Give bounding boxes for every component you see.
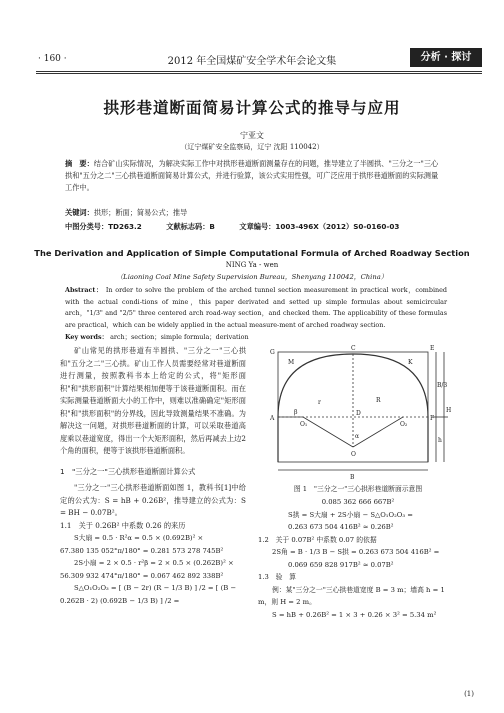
equation-number: (1)	[464, 690, 474, 698]
header-rule-thin	[36, 73, 482, 74]
figure-label: C	[351, 345, 356, 352]
figure-label: H	[446, 407, 452, 414]
equation-line: S = hB + 0.26B² = 1 × 3 + 0.26 × 3² = 5.34 m²	[272, 610, 437, 619]
abstract-label: 摘 要：	[65, 159, 94, 168]
figure-label: B	[350, 474, 355, 481]
equation-line: 0.262B · 2) (0.692B − 1/3 B) ] /2 =	[60, 596, 180, 605]
figure-label: O	[351, 451, 356, 458]
english-keywords	[65, 332, 447, 341]
english-abstract	[65, 285, 447, 331]
figure-label: r	[318, 399, 321, 406]
author: 宁亚文	[240, 131, 264, 140]
right-column-equations	[258, 496, 458, 621]
figure-label: β	[294, 409, 298, 416]
equation-line: 67.380 135 052°π/180° = 0.281 573 278 745B²	[60, 546, 224, 555]
figure-label: E	[430, 345, 435, 352]
keywords-text: 拱形；断面；简易公式；推导	[93, 208, 188, 217]
equation-line: 0.263 673 504 416B² ≈ 0.26B²	[288, 523, 394, 531]
section-1-body	[60, 482, 246, 607]
abstract-text: 结合矿山实际情况，为解决实际工作中对拱形巷道断面测量存在的问题，推导建立了半圆拱、"三分之一"三心拱和"五分之二"三心拱巷道断面简易计算公式，并进行验算，该公式实用性强，可广泛应用于拱形巷道断面的实际测量工作中。	[65, 159, 439, 192]
section-tag: 分析 · 探讨	[410, 48, 482, 67]
figure-label: α	[355, 433, 360, 440]
section-1-title: 1 "三分之一"三心拱形巷道断面计算公式	[60, 467, 196, 476]
example-paragraph: 例：某"三分之一"三心拱巷道宽度 B = 3 m；墙高 h = 1 m，则 H = 2 m。	[258, 585, 445, 606]
figure-caption: 图 1 "三分之一"三心拱形巷道断面示意图	[293, 485, 423, 493]
figure-label: O₂	[400, 421, 408, 428]
subsection-1-1-title: 1.1 关于 0.26B² 中系数 0.26 的来历	[60, 520, 186, 530]
equation-line: 0.085 362 666 667B²	[321, 498, 395, 506]
abstract	[65, 158, 445, 194]
figure-label: M	[288, 359, 295, 366]
english-keywords-text: arch；section；simple formula；derivation	[110, 333, 249, 341]
page-number: · 160 ·	[38, 54, 67, 64]
figure-label: D	[356, 410, 361, 417]
classification-line	[65, 222, 445, 232]
section-1-paragraph: "三分之一"三心拱形巷道断面如图 1，教科书[1]中给定的公式为：S = hB + 0.26B²，推导建立的公式为：S = BH − 0.07B²。	[60, 483, 246, 517]
affiliation: （辽宁煤矿安全监察局，辽宁 沈阳 110042）	[180, 143, 324, 151]
equation-line: S拱 = S大扇 + 2S小扇 − S△O₁O₂O₃ =	[288, 510, 413, 519]
equation-line: S△O₁O₂O₃ = [ (B − 2r) (R − 1/3 B) ] /2 = [ (B −	[74, 584, 237, 592]
equation-line: 2S角 = B · 1/3 B − S拱 = 0.263 673 504 416B² =	[272, 548, 440, 556]
header-rule	[36, 71, 482, 72]
paper-title: 拱形巷道断面简易计算公式的推导与应用	[103, 99, 401, 117]
equation-line: 56.309 932 474°π/180° = 0.067 462 892 338B²	[60, 571, 224, 580]
equation-line: 0.069 659 828 917B² ≈ 0.07B²	[288, 560, 394, 569]
figure-label: F	[430, 415, 435, 422]
english-abstract-label: Abstract：	[65, 286, 104, 294]
keywords	[65, 208, 445, 218]
document-code: 文献标志码：B	[166, 222, 215, 231]
figure-label: G	[270, 349, 275, 356]
english-affiliation: （Liaoning Coal Mine Safety Supervision Bureau，Shenyang 110042，China）	[116, 273, 388, 281]
figure-label: B/3	[437, 382, 448, 389]
subsection-1-2-title: 1.2 关于 0.07B² 中系数 0.07 的依据	[258, 535, 377, 544]
figure-1	[258, 342, 458, 492]
figure-label: K	[408, 359, 413, 366]
english-keywords-label: Key words：	[65, 333, 109, 341]
intro-paragraph: 矿山常见的拱形巷道有半圆拱、"三分之一"三心拱和"五分之二"三心拱。矿山工作人员需要经常对巷道断面进行测量，按照教科书本上给定的公式，将"矩形面积"和"拱形面积"计算结果相加便等于该巷道断面积。而在实际测量巷道断面大小的工作中，则难以准确确定"矩形面积"和"拱形面积"的分界线，因此导致测量结果不准确。为解决这一问题，对拱形巷道断面的计算，可以采取巷道高度乘以巷道宽度，得出一个大矩形面积，然后再减去上边2个角的面积，便等于该拱形巷道断面积。	[60, 346, 246, 455]
english-author: NING Ya - wen	[225, 261, 279, 269]
figure-label: O₁	[300, 421, 308, 428]
clc-number: 中图分类号：TD263.2	[65, 222, 142, 231]
english-title: The Derivation and Application of Simple Computational Formula of Arched Roadway Section	[34, 248, 470, 258]
subsection-1-3-title: 1.3 验 算	[258, 573, 296, 581]
journal-name: 2012 年全国煤矿安全学术年会论文集	[167, 56, 337, 67]
figure-label: A	[270, 415, 275, 422]
english-abstract-text: In order to solve the problem of the arched tunnel section measurement in practical work，combined with the actual condi-tions of mine，this paper derivated and setted up simple formulas about semicircular arch，"1/3" and "2/5" three centered arch road-way section，and checked them. The applicability of these formulas are practical，which can be widely applied in the actual measure-ment of arched roadway section.	[65, 286, 447, 329]
equation-line: S大扇 = 0.5 · R²α = 0.5 × (0.692B)² ×	[74, 534, 204, 542]
arch-section-diagram	[258, 342, 458, 482]
figure-label: R	[376, 397, 381, 404]
equation-line: 2S小扇 = 2 × 0.5 · r²β = 2 × 0.5 × (0.262B)² ×	[74, 559, 234, 567]
figure-label: h	[438, 437, 442, 444]
article-number: 文章编号：1003-496X（2012）S0-0160-03	[239, 222, 400, 231]
keywords-label: 关键词：	[65, 208, 94, 217]
